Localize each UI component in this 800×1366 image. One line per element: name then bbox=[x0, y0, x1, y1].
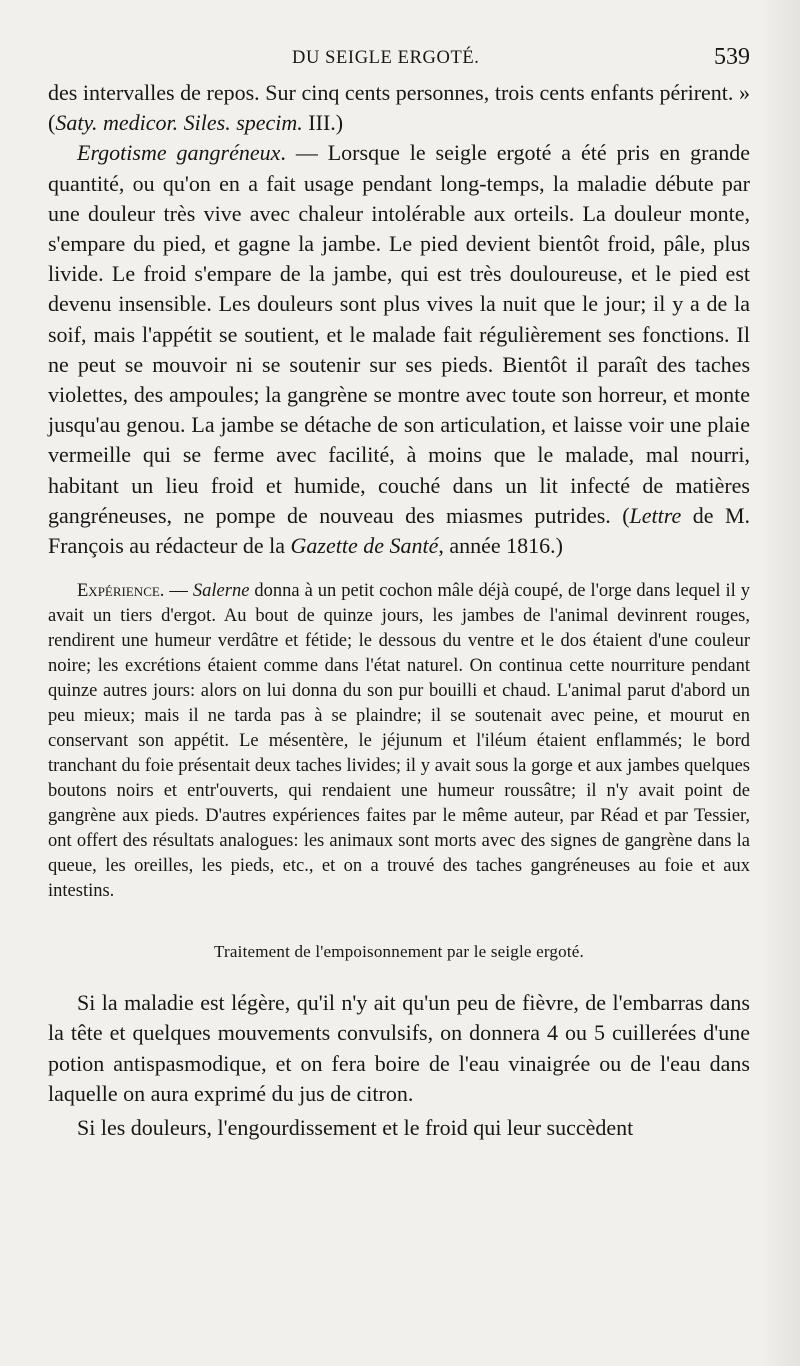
experience-label: Expérience. bbox=[77, 581, 165, 602]
section-title-ergotism: Ergotisme gangréneux bbox=[77, 140, 281, 166]
treatment-heading: Traitement de l'empoisonnement par le seigle ergoté. bbox=[214, 942, 584, 962]
citation-title: Saty. medicor. Siles. specim. bbox=[55, 110, 303, 136]
citation-year: , année 1816.) bbox=[438, 533, 563, 559]
paragraph-text: des intervalles de repos. Sur cinq cents personnes, trois cents enfants périrent. » ( bbox=[48, 80, 750, 136]
page-number: 539 bbox=[714, 44, 750, 70]
citation-text: de M. François au rédacteur de la bbox=[48, 502, 751, 559]
paragraph-ergotism bbox=[48, 138, 750, 561]
paragraph-text: . — Lorsque le seigle ergoté a été pris en grande quantité, ou qu'on en a fait usage pendant long-temps, la maladie débute par une douleur très vive avec chaleur intolérable aux orteils. La douleur monte, s'empare du pied, et gagne la jambe. Le pied devient bientôt froid, pâle, plus livide. Le froid s'empare de la jambe, qui est très douloureuse, et le pied est devenu insensible. Les douleurs sont plus vives la nuit que le jour; il y a de la soif, mais l'appétit se soutient, et le malade fait régulièrement ses fonctions. Il ne peut se mouvoir ni se soutenir sur ses pieds. Bientôt il paraît des taches violettes, des ampoules; la gangrène se montre avec toute son horreur, et monte jusqu'au genou. La jambe se détache de son articulation, et laisse voir une plaie vermeille qui se ferme avec facilité, à moins que le malade, mal nourri, habitant un lieu froid et humide, couché dans un lit infecté de matières gangréneuses, ne pompe de nouveau des miasmes putrides. ( bbox=[48, 140, 750, 528]
dash: — bbox=[164, 581, 193, 602]
citation-lettre: Lettre bbox=[629, 502, 682, 528]
citation-end: III.) bbox=[302, 110, 344, 136]
paragraph-treatment: Si la maladie est légère, qu'il n'y ait qu'un peu de fièvre, de l'embarras dans la tête et quelques mouvements convulsifs, on donnera 4 ou 5 cuillerées d'une potion antispasmodique, et on fera boire de l'eau vinaigrée ou de l'eau dans laquelle on aura exprimé du jus de citron. bbox=[48, 990, 750, 1106]
page-header bbox=[48, 44, 750, 76]
author-name: Salerne bbox=[192, 581, 250, 602]
paragraph-experience bbox=[48, 579, 750, 904]
page-edge-shadow bbox=[760, 0, 800, 1366]
running-title: DU SEIGLE ERGOTÉ. bbox=[292, 48, 480, 68]
page-content bbox=[48, 78, 750, 1143]
paragraph-intervals bbox=[48, 78, 750, 138]
citation-gazette: Gazette de Santé bbox=[290, 533, 439, 559]
paragraph-text: donna à un petit cochon mâle déjà coupé, de l'orge dans lequel il y avait un tiers d'ergot. Au bout de quinze jours, les jambes de l'animal devinrent rouges, rendirent une humeur verdâtre et fétide; le dessous du ventre et le dos étaient d'une couleur noire; les excrétions étaient comme dans l'état naturel. On continua cette nourriture pendant quinze autres jours: alors on lui donna du son pur bouilli et chaud. L'animal parut d'abord un peu mieux; mais il ne tarda pas à se plaindre; il se soutenait avec peine, et mourut en conservant son appétit. Le mésentère, le jéjunum et l'iléum étaient enflammés; le bord tranchant du foie présentait deux taches livides; il y avait sous la gorge et aux jambes quelques boutons noirs et entr'ouverts, qui rendaient une humeur roussâtre; il n'y avait point de gangrène aux pieds. D'autres expériences faites par le même auteur, par Réad et par Tessier, ont offert des résultats analogues: les animaux sont morts avec des signes de gangrène dans la queue, les oreilles, les pieds, etc., et on a trouvé des taches gangréneuses au foie et aux intestins. bbox=[48, 581, 751, 902]
paragraph-douleurs: Si les douleurs, l'engourdissement et le froid qui leur succèdent bbox=[77, 1115, 634, 1141]
